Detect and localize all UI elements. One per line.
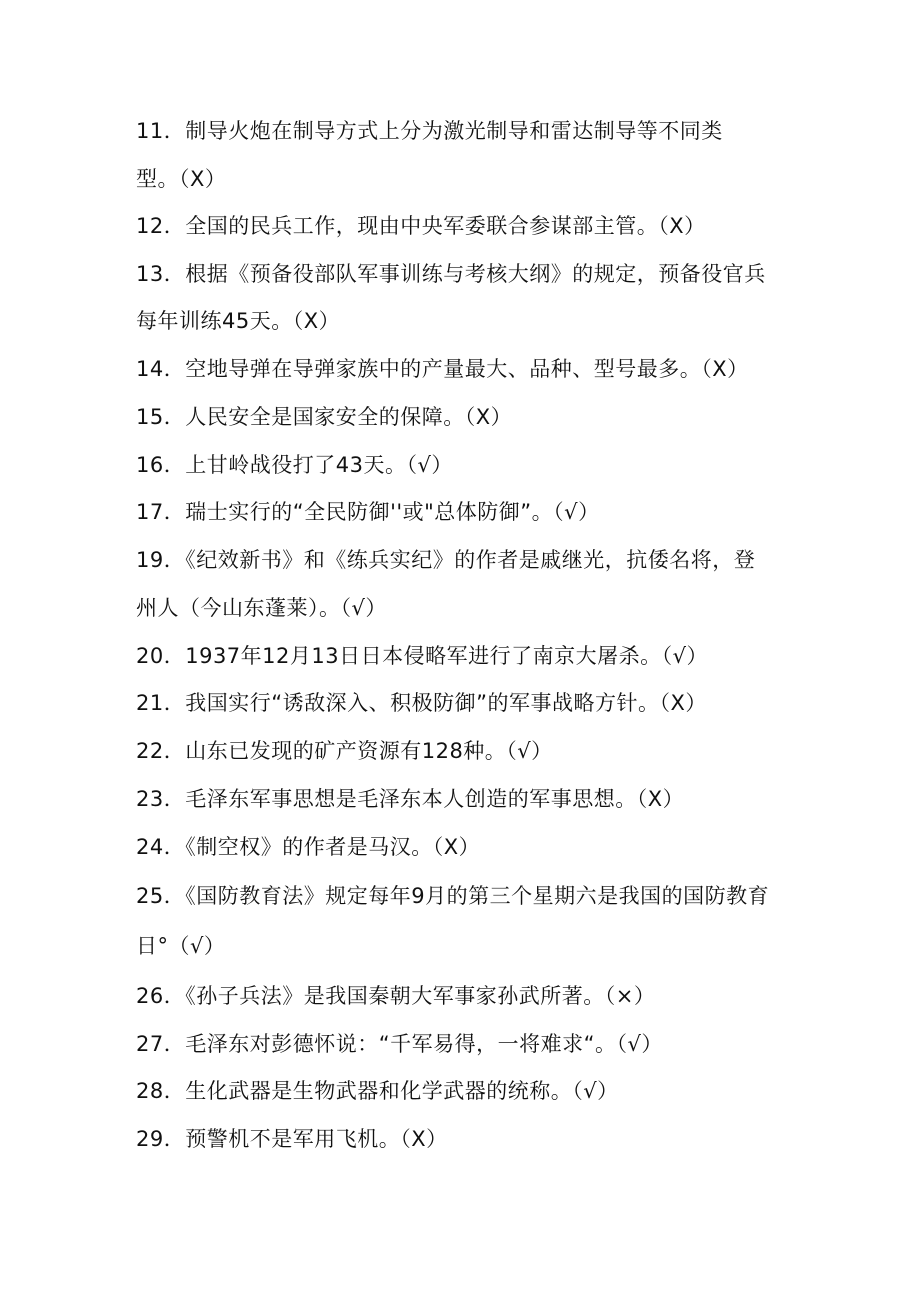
- question-22: 22．山东已发现的矿产资源有128种。（√）: [136, 739, 553, 763]
- question-17: 17．瑞士实行的“全民防御''或"总体防御”。（√）: [136, 500, 600, 524]
- question-28: 28．生化武器是生物武器和化学武器的统称。（√）: [136, 1079, 619, 1103]
- question-19-line-2: 州人（今山东蓬莱）。（√）: [136, 596, 387, 620]
- question-23: 23．毛泽东军事思想是毛泽东本人创造的军事思想。（X）: [136, 787, 685, 811]
- question-29: 29．预警机不是军用飞机。（X）: [136, 1127, 448, 1151]
- question-24: 24．《制空权》的作者是马汉。（X）: [136, 835, 481, 859]
- question-26: 26．《孙子兵法》是我国秦朝大军事家孙武所著。（×）: [136, 984, 656, 1008]
- question-12: 12．全国的民兵工作，现由中央军委联合参谋部主管。（X）: [136, 214, 706, 238]
- question-15: 15．人民安全是国家安全的保障。（X）: [136, 405, 513, 429]
- question-21: 21．我国实行“诱敌深入、积极防御”的军事战略方针。（X）: [136, 691, 707, 715]
- question-14: 14．空地导弹在导弹家族中的产量最大、品种、型号最多。（X）: [136, 357, 749, 381]
- question-11-line-2: 型。（X）: [136, 167, 227, 191]
- question-16: 16．上甘岭战役打了43天。（√）: [136, 453, 453, 477]
- question-13-line-1: 13．根据《预备役部队军事训练与考核大纲》的规定，预备役官兵: [136, 262, 766, 286]
- question-27: 27．毛泽东对彭德怀说：“千军易得，一将难求“。（√）: [136, 1032, 663, 1056]
- question-20: 20．1937年12月13日日本侵略军进行了南京大屠杀。（√）: [136, 644, 708, 668]
- question-19-line-1: 19．《纪效新书》和《练兵实纪》的作者是戚继光，抗倭名将，登: [136, 548, 756, 572]
- question-11-line-1: 11．制导火炮在制导方式上分为激光制导和雷达制导等不同类: [136, 119, 723, 143]
- question-13-line-2: 每年训练45天。（X）: [136, 309, 341, 333]
- question-25-line-1: 25．《国防教育法》规定每年9月的第三个星期六是我国的国防教育: [136, 884, 770, 908]
- question-25-line-2: 日°（√）: [136, 934, 226, 958]
